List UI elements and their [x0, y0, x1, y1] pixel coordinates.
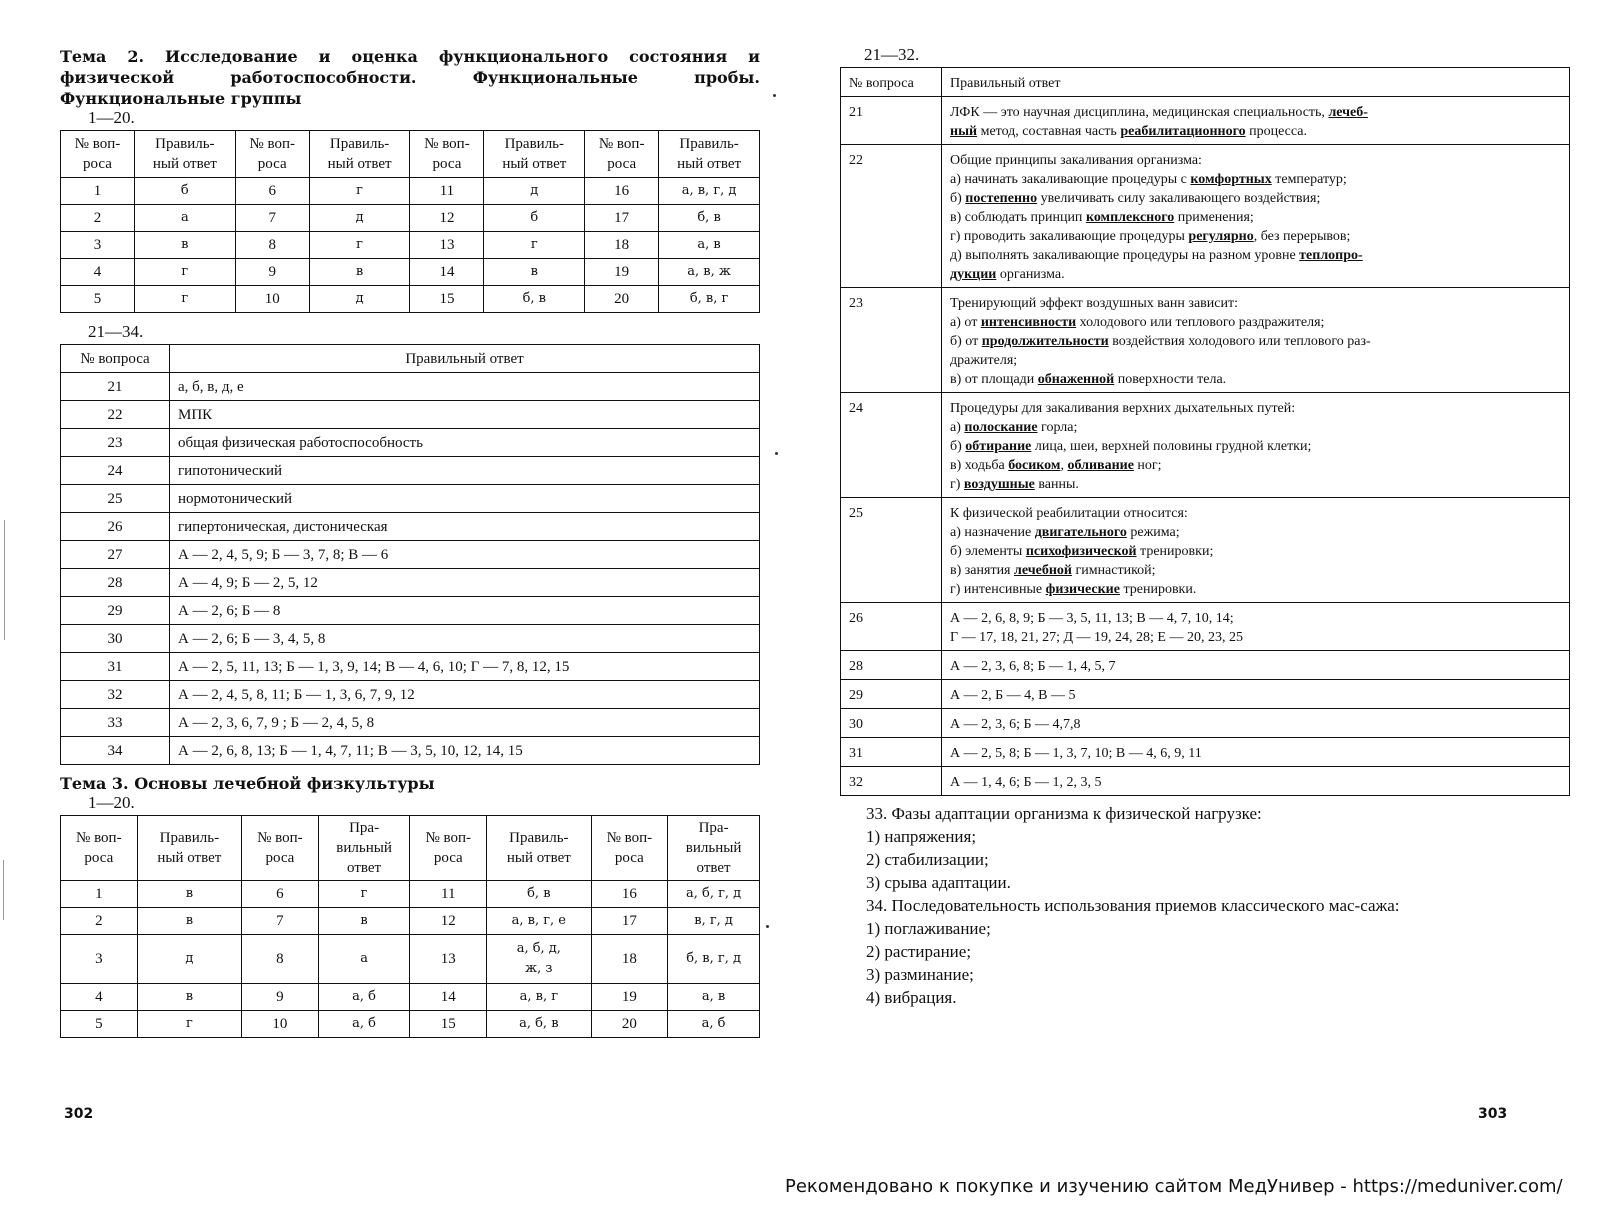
- question-number-cell: 28: [61, 569, 170, 597]
- key-term: полоскание: [964, 420, 1038, 435]
- question-33-title: 33. Фазы адаптации организма к физической нагрузке:: [866, 804, 1262, 823]
- answer-cell: а: [318, 935, 410, 984]
- column-header: Правиль- ный ответ: [137, 816, 241, 881]
- question-number-cell: 13: [410, 935, 487, 984]
- question-number-cell: 32: [841, 767, 942, 796]
- answer-cell: а, в: [668, 984, 760, 1011]
- question-number-cell: 28: [841, 651, 942, 680]
- question-number-cell: 19: [585, 259, 659, 286]
- t2-header-row: [61, 131, 760, 178]
- answer-cell: А — 2, 4, 5, 8, 11; Б — 1, 3, 6, 7, 9, 12: [170, 681, 760, 709]
- column-header: № вопроса: [841, 68, 942, 97]
- question-number-cell: 14: [410, 984, 487, 1011]
- t3-header-row: [61, 816, 760, 881]
- question-number-cell: 30: [841, 709, 942, 738]
- table-row: [61, 541, 760, 569]
- question-number-cell: 16: [585, 178, 659, 205]
- question-number-cell: 11: [410, 881, 487, 908]
- column-header: № воп- роса: [242, 816, 319, 881]
- question-number-cell: 9: [242, 984, 319, 1011]
- question-number-cell: 25: [61, 485, 170, 513]
- t2-range-1-20: 1—20.: [88, 108, 135, 127]
- answer-cell: а, в: [659, 232, 760, 259]
- question-number-cell: 34: [61, 737, 170, 765]
- scan-edge-line: [3, 860, 4, 920]
- question-number-cell: 30: [61, 625, 170, 653]
- question-34-item: 2) растирание;: [866, 942, 972, 961]
- question-number-cell: 1: [61, 178, 135, 205]
- answer-cell: г: [134, 286, 235, 313]
- answer-cell: б, в, г, д: [668, 935, 760, 984]
- table-row: [841, 767, 1570, 796]
- table-row: [61, 908, 760, 935]
- question-33-item: 2) стабилизации;: [866, 850, 989, 869]
- question-number-cell: 8: [235, 232, 309, 259]
- question-number-cell: 12: [410, 205, 484, 232]
- key-term: психофизической: [1025, 544, 1137, 559]
- question-34-item: 4) вибрация.: [866, 988, 957, 1007]
- table-row: [61, 709, 760, 737]
- table-row: [61, 569, 760, 597]
- answer-cell: а, в, г, е: [487, 908, 591, 935]
- answer-cell: а, б: [318, 984, 410, 1011]
- question-number-cell: 22: [841, 145, 942, 288]
- answer-cell: МПК: [170, 401, 760, 429]
- answer-cell: д: [484, 178, 585, 205]
- question-number-cell: 29: [61, 597, 170, 625]
- answer-cell: в: [137, 881, 241, 908]
- question-number-cell: 15: [410, 286, 484, 313]
- question-number-cell: 4: [61, 984, 138, 1011]
- table-row: [61, 935, 760, 984]
- table-row: [61, 286, 760, 313]
- answer-cell: А — 4, 9; Б — 2, 5, 12: [170, 569, 760, 597]
- answer-cell: а, б, г, д: [668, 881, 760, 908]
- answer-cell: б: [134, 178, 235, 205]
- table-row: [61, 625, 760, 653]
- question-number-cell: 11: [410, 178, 484, 205]
- answer-cell: а, в, г: [487, 984, 591, 1011]
- t2-range-21-34: 21—34.: [88, 322, 144, 341]
- answer-cell: К физической реабилитации относится: а) назначение двигательного режима; б) элементы психофизической тренировки; в) занятия лечебной гимнастикой; г) интенсивные физические тренировки.: [942, 498, 1570, 603]
- key-term: физические: [1045, 582, 1120, 597]
- table-row: [841, 603, 1570, 651]
- key-term: воздушные: [963, 477, 1035, 492]
- table-row: [61, 178, 760, 205]
- answer-cell: Общие принципы закаливания организма: а) начинать закаливающие процедуры с комфортных температур; б) постепенно увеличивать силу закаливающего воздействия; в) соблюдать принцип комплексного применения; г) проводить закаливающие процедуры регулярно, без перерывов; д) выполнять закаливающие процедуры на разном уровне теплопро- дукции организма.: [942, 145, 1570, 288]
- answer-cell: в, г, д: [668, 908, 760, 935]
- list-header-row: [61, 345, 760, 373]
- table-row: [61, 653, 760, 681]
- question-34-title: 34. Последовательность использования приемов классического мас-сажа:: [866, 896, 1400, 915]
- question-number-cell: 13: [410, 232, 484, 259]
- column-header: № воп- роса: [235, 131, 309, 178]
- answer-cell: ЛФК — это научная дисциплина, медицинская специальность, лечеб- ный метод, составная часть реабилитационного процесса.: [942, 97, 1570, 145]
- answer-cell: а, б, д, ж, з: [487, 935, 591, 984]
- scan-edge-line: [4, 520, 5, 640]
- page-number-left: 302: [64, 1106, 94, 1122]
- question-number-cell: 3: [61, 935, 138, 984]
- key-term: комплексного: [1085, 210, 1175, 225]
- question-number-cell: 26: [841, 603, 942, 651]
- answer-cell: б, в: [659, 205, 760, 232]
- table-row: [61, 881, 760, 908]
- topic-3-answers-1-20-table: [60, 815, 760, 1038]
- question-number-cell: 22: [61, 401, 170, 429]
- answer-cell: А — 2, 4, 5, 9; Б — 3, 7, 8; В — 6: [170, 541, 760, 569]
- answers-21-32-table: [840, 67, 1570, 796]
- column-header: Правиль- ный ответ: [659, 131, 760, 178]
- answer-cell: а, в, ж: [659, 259, 760, 286]
- answer-cell: гипертоническая, дистоническая: [170, 513, 760, 541]
- question-number-cell: 33: [61, 709, 170, 737]
- key-term: двигательного: [1034, 525, 1127, 540]
- table-row: [841, 738, 1570, 767]
- question-number-cell: 17: [591, 908, 668, 935]
- answer-cell: А — 2, 3, 6, 7, 9 ; Б — 2, 4, 5, 8: [170, 709, 760, 737]
- column-header: № воп- роса: [591, 816, 668, 881]
- answer-cell: а, б, в: [487, 1011, 591, 1038]
- question-number-cell: 5: [61, 286, 135, 313]
- answer-cell: А — 2, 3, 6; Б — 4,7,8: [942, 709, 1570, 738]
- question-number-cell: 16: [591, 881, 668, 908]
- table-row: [61, 681, 760, 709]
- question-number-cell: 2: [61, 908, 138, 935]
- table-row: [61, 984, 760, 1011]
- answer-cell: а: [134, 205, 235, 232]
- column-header: Пра- вильный ответ: [318, 816, 410, 881]
- table-row: [61, 373, 760, 401]
- right-page: [840, 0, 1570, 1009]
- answer-cell: в: [318, 908, 410, 935]
- answer-cell: А — 2, 3, 6, 8; Б — 1, 4, 5, 7: [942, 651, 1570, 680]
- key-term: регулярно: [1188, 229, 1254, 244]
- answer-cell: гипотонический: [170, 457, 760, 485]
- question-number-cell: 2: [61, 205, 135, 232]
- table-row: [61, 737, 760, 765]
- question-number-cell: 23: [61, 429, 170, 457]
- page-number-right: 303: [1478, 1106, 1508, 1122]
- question-number-cell: 10: [242, 1011, 319, 1038]
- answer-cell: а, б: [318, 1011, 410, 1038]
- question-number-cell: 5: [61, 1011, 138, 1038]
- question-number-cell: 29: [841, 680, 942, 709]
- question-number-cell: 8: [242, 935, 319, 984]
- question-number-cell: 6: [235, 178, 309, 205]
- answer-cell: г: [134, 259, 235, 286]
- column-header: № воп- роса: [61, 131, 135, 178]
- answer-cell: А — 2, 6; Б — 8: [170, 597, 760, 625]
- question-number-cell: 1: [61, 881, 138, 908]
- answer-cell: в: [137, 908, 241, 935]
- column-header: № воп- роса: [410, 131, 484, 178]
- question-number-cell: 32: [61, 681, 170, 709]
- question-number-cell: 24: [61, 457, 170, 485]
- answer-cell: А — 2, 6, 8, 13; Б — 1, 4, 7, 11; В — 3, 5, 10, 12, 14, 15: [170, 737, 760, 765]
- table-row: [61, 597, 760, 625]
- answer-cell: Процедуры для закаливания верхних дыхательных путей: а) полоскание горла; б) обтирание лица, шеи, верхней половины грудной клетки; в) ходьба босиком, обливание ног; г) воздушные ванны.: [942, 393, 1570, 498]
- question-number-cell: 23: [841, 288, 942, 393]
- key-term: ный: [950, 124, 978, 139]
- table-row: [61, 1011, 760, 1038]
- column-header: Правиль- ный ответ: [487, 816, 591, 881]
- key-term: продолжительности: [981, 334, 1109, 349]
- column-header: № воп- роса: [585, 131, 659, 178]
- key-term: реабилитационного: [1120, 124, 1246, 139]
- question-number-cell: 7: [242, 908, 319, 935]
- answer-cell: в: [484, 259, 585, 286]
- question-number-cell: 18: [591, 935, 668, 984]
- column-header: № вопроса: [61, 345, 170, 373]
- table-row: [61, 429, 760, 457]
- question-number-cell: 18: [585, 232, 659, 259]
- answer-cell: А — 2, 5, 11, 13; Б — 1, 3, 9, 14; В — 4, 6, 10; Г — 7, 8, 12, 15: [170, 653, 760, 681]
- answer-cell: г: [137, 1011, 241, 1038]
- question-34: [840, 894, 1570, 1009]
- answer-cell: общая физическая работоспособность: [170, 429, 760, 457]
- question-number-cell: 25: [841, 498, 942, 603]
- table-row: [61, 232, 760, 259]
- question-number-cell: 10: [235, 286, 309, 313]
- table-row: [841, 651, 1570, 680]
- answer-cell: б, в: [484, 286, 585, 313]
- topic-2-title: Тема 2. Исследование и оценка функционального состояния и физической работоспособности. Функциональные пробы. Функциональные группы: [60, 47, 760, 108]
- scan-dot: [766, 925, 769, 928]
- table-row: [61, 485, 760, 513]
- answer-cell: а, б, в, д, е: [170, 373, 760, 401]
- table-row: [841, 97, 1570, 145]
- answer-cell: д: [137, 935, 241, 984]
- table-row: [841, 709, 1570, 738]
- question-number-cell: 6: [242, 881, 319, 908]
- question-number-cell: 31: [61, 653, 170, 681]
- key-term: интенсивности: [980, 315, 1077, 330]
- answer-cell: г: [484, 232, 585, 259]
- t3-range-1-20: 1—20.: [88, 793, 135, 812]
- answer-cell: д: [309, 205, 410, 232]
- left-page: [60, 0, 760, 1038]
- footer-banner: Рекомендовано к покупке и изучению сайтом МедУнивер - https://meduniver.com/: [785, 1176, 1563, 1197]
- question-number-cell: 24: [841, 393, 942, 498]
- question-number-cell: 20: [591, 1011, 668, 1038]
- column-header: Правиль- ный ответ: [134, 131, 235, 178]
- question-33-item: 3) срыва адаптации.: [866, 873, 1011, 892]
- column-header: Правиль- ный ответ: [484, 131, 585, 178]
- table-row: [841, 680, 1570, 709]
- column-header: № воп- роса: [61, 816, 138, 881]
- answer-cell: д: [309, 286, 410, 313]
- column-header: Правиль- ный ответ: [309, 131, 410, 178]
- question-number-cell: 21: [841, 97, 942, 145]
- answer-cell: б, в, г: [659, 286, 760, 313]
- table-row: [61, 401, 760, 429]
- question-33: [840, 802, 1570, 894]
- answer-cell: А — 2, 6; Б — 3, 4, 5, 8: [170, 625, 760, 653]
- question-34-item: 3) разминание;: [866, 965, 974, 984]
- table-row: [841, 498, 1570, 603]
- question-number-cell: 7: [235, 205, 309, 232]
- key-term: теплопро-: [1299, 248, 1363, 263]
- answer-cell: А — 2, 5, 8; Б — 1, 3, 7, 10; В — 4, 6, 9, 11: [942, 738, 1570, 767]
- question-number-cell: 15: [410, 1011, 487, 1038]
- question-number-cell: 31: [841, 738, 942, 767]
- scan-dot: [773, 94, 776, 97]
- question-number-cell: 21: [61, 373, 170, 401]
- answer-cell: г: [309, 178, 410, 205]
- answer-cell: А — 1, 4, 6; Б — 1, 2, 3, 5: [942, 767, 1570, 796]
- table-row: [61, 457, 760, 485]
- right-header-row: [841, 68, 1570, 97]
- question-number-cell: 9: [235, 259, 309, 286]
- key-term: лечеб-: [1328, 105, 1368, 120]
- answer-cell: а, в, г, д: [659, 178, 760, 205]
- answer-cell: г: [309, 232, 410, 259]
- answer-cell: а, б: [668, 1011, 760, 1038]
- key-term: обтирание: [965, 439, 1032, 454]
- question-number-cell: 17: [585, 205, 659, 232]
- question-34-item: 1) поглаживание;: [866, 919, 991, 938]
- answer-cell: Тренирующий эффект воздушных ванн зависит: а) от интенсивности холодового или теплового раздражителя; б) от продолжительности воздействия холодового или теплового раз- дражителя; в) от площади обнаженной поверхности тела.: [942, 288, 1570, 393]
- answer-cell: в: [134, 232, 235, 259]
- question-number-cell: 4: [61, 259, 135, 286]
- table-row: [841, 393, 1570, 498]
- table-row: [61, 259, 760, 286]
- column-header: Пра- вильный ответ: [668, 816, 760, 881]
- question-number-cell: 12: [410, 908, 487, 935]
- key-term: комфортных: [1190, 172, 1272, 187]
- table-row: [841, 288, 1570, 393]
- key-term: дукции: [950, 267, 997, 282]
- table-row: [841, 145, 1570, 288]
- answer-cell: б: [484, 205, 585, 232]
- answer-cell: нормотонический: [170, 485, 760, 513]
- column-header: Правильный ответ: [170, 345, 760, 373]
- table-row: [61, 205, 760, 232]
- answer-cell: г: [318, 881, 410, 908]
- question-33-item: 1) напряжения;: [866, 827, 977, 846]
- question-number-cell: 14: [410, 259, 484, 286]
- answer-cell: б, в: [487, 881, 591, 908]
- key-term: обнаженной: [1037, 372, 1115, 387]
- key-term: босиком: [1008, 458, 1061, 473]
- key-term: обливание: [1067, 458, 1134, 473]
- question-number-cell: 3: [61, 232, 135, 259]
- topic-3-title: Тема 3. Основы лечебной физкультуры: [60, 774, 435, 793]
- key-term: постепенно: [965, 191, 1038, 206]
- question-number-cell: 27: [61, 541, 170, 569]
- key-term: лечебной: [1014, 563, 1072, 578]
- scan-dot: [775, 452, 778, 455]
- question-number-cell: 19: [591, 984, 668, 1011]
- right-range-21-32: 21—32.: [864, 45, 920, 64]
- answer-cell: в: [309, 259, 410, 286]
- topic-2-answers-21-34-table: [60, 344, 760, 765]
- answer-cell: А — 2, 6, 8, 9; Б — 3, 5, 11, 13; В — 4, 7, 10, 14; Г — 17, 18, 21, 27; Д — 19, 24, 28; Е — 20, 23, 25: [942, 603, 1570, 651]
- question-number-cell: 20: [585, 286, 659, 313]
- column-header: № воп- роса: [410, 816, 487, 881]
- answer-cell: в: [137, 984, 241, 1011]
- table-row: [61, 513, 760, 541]
- question-number-cell: 26: [61, 513, 170, 541]
- answer-cell: А — 2, Б — 4, В — 5: [942, 680, 1570, 709]
- column-header: Правильный ответ: [942, 68, 1570, 97]
- topic-2-answers-1-20-table: [60, 130, 760, 313]
